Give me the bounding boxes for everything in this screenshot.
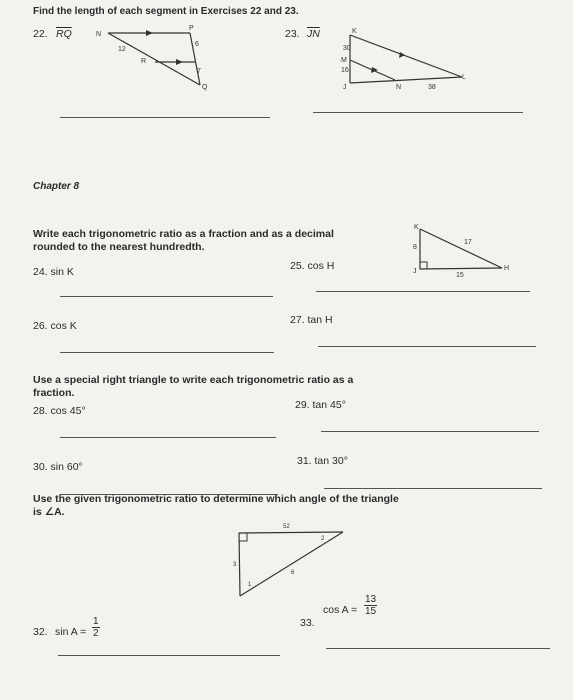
exercise-27: 27. tan H: [290, 314, 333, 326]
label-12: 12: [118, 46, 126, 53]
label-J-23: J: [343, 84, 347, 91]
label-3: 3: [233, 562, 237, 568]
label-7: 7: [197, 68, 201, 75]
label-M-23: M: [341, 57, 347, 64]
given-instruction-line-2: is ∠A.: [33, 506, 65, 518]
label-1: 1: [248, 582, 252, 588]
trig-instruction-line-2: rounded to the nearest hundredth.: [33, 241, 205, 253]
label-6-given: 6: [291, 570, 295, 576]
label-8: 8: [413, 244, 417, 251]
label-J-trig: J: [413, 268, 417, 275]
exercises-instruction: Find the length of each segment in Exercises 22 and 23.: [33, 6, 299, 17]
label-H-trig: H: [504, 265, 510, 272]
special-instruction-line-1: Use a special right triangle to write each trigonometric ratio as a: [33, 374, 354, 386]
label-2: 2: [321, 536, 325, 542]
exercise-33-expression: cos A =: [323, 604, 358, 616]
label-N-23: N: [396, 84, 402, 91]
exercise-32-expression: sin A =: [55, 626, 87, 638]
label-N-22: N: [96, 31, 102, 38]
exercise-23-number: 23.: [285, 28, 300, 40]
exercise-32-denominator: 2: [93, 628, 99, 639]
label-R-22: R: [141, 58, 147, 65]
chapter-title: Chapter 8: [33, 181, 80, 192]
label-16: 16: [341, 67, 349, 74]
exercise-32-numerator: 1: [93, 616, 99, 627]
label-38: 38: [428, 84, 436, 91]
label-52: 52: [283, 524, 290, 530]
exercise-32-number: 32.: [33, 626, 48, 638]
exercise-22-segment: $\overline{RQ}$: [56, 28, 72, 40]
exercise-30: 30. sin 60°: [33, 461, 83, 473]
answer-line-33[interactable]: [326, 648, 550, 649]
label-30: 30: [343, 45, 351, 52]
label-6: 6: [195, 41, 199, 48]
label-L-23: L: [462, 74, 466, 81]
exercise-33-number: 33.: [300, 617, 315, 629]
answer-line-32[interactable]: [58, 655, 280, 656]
trig-instruction-line-1: Write each trigonometric ratio as a fraction and as a decimal: [33, 228, 334, 240]
exercise-32-fraction: [92, 616, 100, 639]
label-K-trig: K: [414, 224, 419, 231]
given-instruction-line-1: Use the given trigonometric ratio to determine which angle of the triangle: [33, 493, 399, 505]
exercise-23-segment: $\overline{JN}$: [307, 28, 320, 40]
exercise-33-fraction: [364, 594, 377, 617]
exercise-29: 29. tan 45°: [295, 399, 346, 411]
exercise-28: 28. cos 45°: [33, 405, 86, 417]
exercise-25: 25. cos H: [290, 260, 335, 272]
label-K-23: K: [352, 28, 357, 35]
exercise-24: 24. sin K: [33, 266, 74, 278]
exercise-33-numerator: 13: [365, 594, 377, 605]
exercise-26: 26. cos K: [33, 320, 77, 332]
label-P-22: P: [189, 25, 194, 32]
exercise-33-denominator: 15: [365, 606, 377, 617]
label-17: 17: [464, 239, 472, 246]
exercise-31: 31. tan 30°: [297, 455, 348, 467]
label-Q-22: Q: [202, 84, 208, 91]
special-instruction-line-2: fraction.: [33, 387, 75, 399]
exercise-22-number: 22.: [33, 28, 48, 40]
label-15: 15: [456, 272, 464, 279]
